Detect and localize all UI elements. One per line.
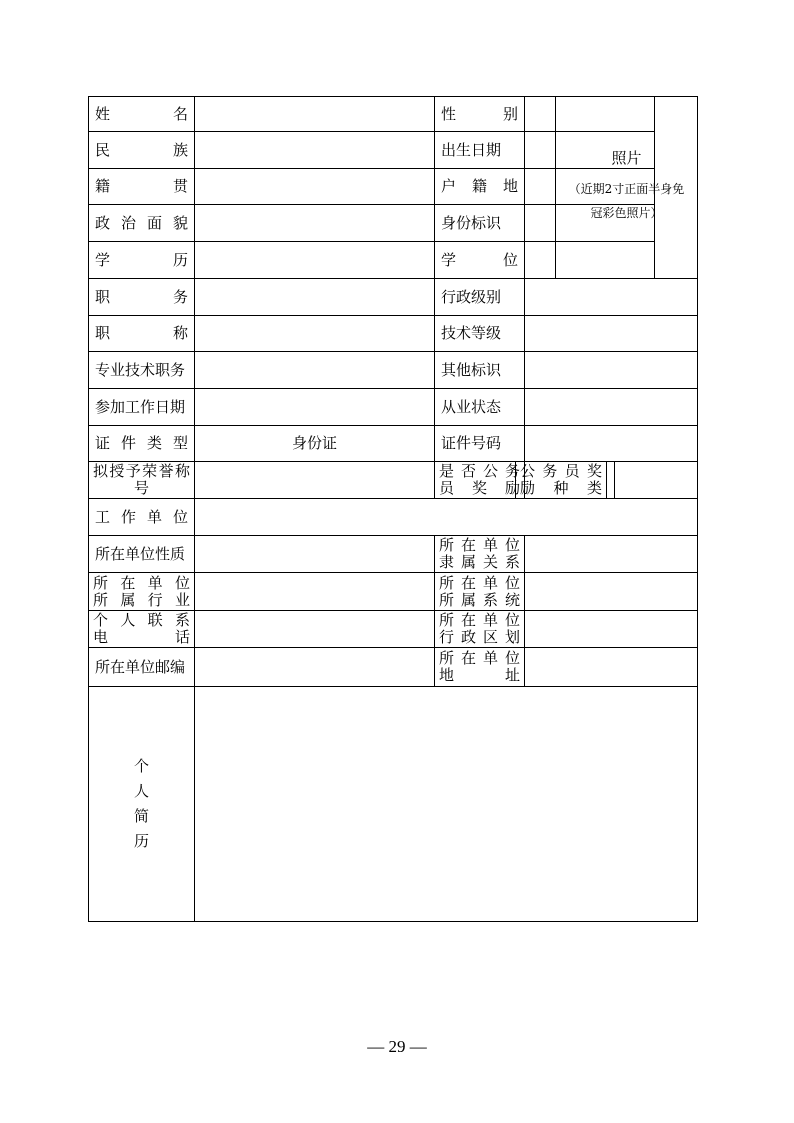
resume-label: 个 人 简 历: [89, 687, 195, 921]
award-application-form: [88, 96, 698, 922]
employer-industry-field[interactable]: [195, 573, 435, 611]
employer-postcode-label: 所在单位邮编: [89, 648, 195, 687]
ethnicity-label: 民 族: [89, 132, 195, 169]
employer-address-label: 所 在 单 位 地 址: [435, 648, 525, 687]
cert-type-label: 证 件 类 型: [89, 426, 195, 462]
employer-region-label: 所 在 单 位 行 政 区 划: [435, 611, 525, 648]
education-label: 学 历: [89, 242, 195, 279]
phone-label: 个 人 联 系 电 话: [89, 611, 195, 648]
photo-title: 照片: [611, 149, 642, 167]
prof-tech-position-field[interactable]: [195, 352, 435, 389]
political-label: 政 治 面 貌: [89, 205, 195, 242]
employer-region-field[interactable]: [525, 611, 697, 648]
other-identity-field[interactable]: [525, 352, 697, 389]
employment-status-field[interactable]: [525, 389, 697, 426]
work-start-field[interactable]: [195, 389, 435, 426]
tech-grade-label: 技术等级: [435, 316, 525, 352]
civil-award-type-field[interactable]: [607, 462, 697, 499]
employer-affiliation-field[interactable]: [525, 536, 697, 573]
cert-type-value[interactable]: 身份证: [195, 426, 435, 462]
name-field[interactable]: [195, 97, 435, 132]
native-place-label: 籍 贯: [89, 169, 195, 205]
position-field[interactable]: [195, 279, 435, 316]
employer-affiliation-label: 所 在 单 位 隶 属 关 系: [435, 536, 525, 573]
degree-label: 学 位: [435, 242, 525, 279]
employer-label: 工 作 单 位: [89, 499, 195, 536]
native-place-field[interactable]: [195, 169, 435, 205]
birthdate-label: 出生日期: [435, 132, 525, 169]
photo-note: （近期2寸正面半身免冠彩色照片）: [568, 182, 685, 220]
title-field[interactable]: [195, 316, 435, 352]
employer-industry-label: 所 在 单 位 所 属 行 业: [89, 573, 195, 611]
employer-nature-field[interactable]: [195, 536, 435, 573]
admin-level-label: 行政级别: [435, 279, 525, 316]
other-identity-label: 其他标识: [435, 352, 525, 389]
page-number: — 29 —: [367, 1037, 427, 1056]
employer-field[interactable]: [195, 499, 697, 536]
admin-level-field[interactable]: [525, 279, 697, 316]
employer-system-label: 所 在 单 位 所 属 系 统: [435, 573, 525, 611]
photo-area[interactable]: [555, 97, 697, 279]
cert-number-label: 证件号码: [435, 426, 525, 462]
honor-field[interactable]: [195, 462, 435, 499]
prof-tech-position-label: 专业技术职务: [89, 352, 195, 389]
position-label: 职 务: [89, 279, 195, 316]
employer-nature-label: 所在单位性质: [89, 536, 195, 573]
gender-label: 性 别: [435, 97, 525, 132]
name-label: 姓 名: [89, 97, 195, 132]
employment-status-label: 从业状态: [435, 389, 525, 426]
resume-field[interactable]: [195, 687, 697, 921]
civil-award-type-label: 公 务 员 奖 励 种 类: [515, 462, 607, 499]
identity-label: 身份标识: [435, 205, 525, 242]
honor-label: 拟 授 予 荣 誉 称 号: [89, 462, 195, 499]
employer-system-field[interactable]: [525, 573, 697, 611]
education-field[interactable]: [195, 242, 435, 279]
phone-field[interactable]: [195, 611, 435, 648]
civil-award-label: 是 否 公 务 员 奖 励: [435, 462, 525, 499]
ethnicity-field[interactable]: [195, 132, 435, 169]
cert-number-field[interactable]: [525, 426, 697, 462]
employer-address-field[interactable]: [525, 648, 697, 687]
work-start-label: 参加工作日期: [89, 389, 195, 426]
title-label: 职 称: [89, 316, 195, 352]
employer-postcode-field[interactable]: [195, 648, 435, 687]
household-reg-label: 户 籍 地: [435, 169, 525, 205]
political-field[interactable]: [195, 205, 435, 242]
tech-grade-field[interactable]: [525, 316, 697, 352]
